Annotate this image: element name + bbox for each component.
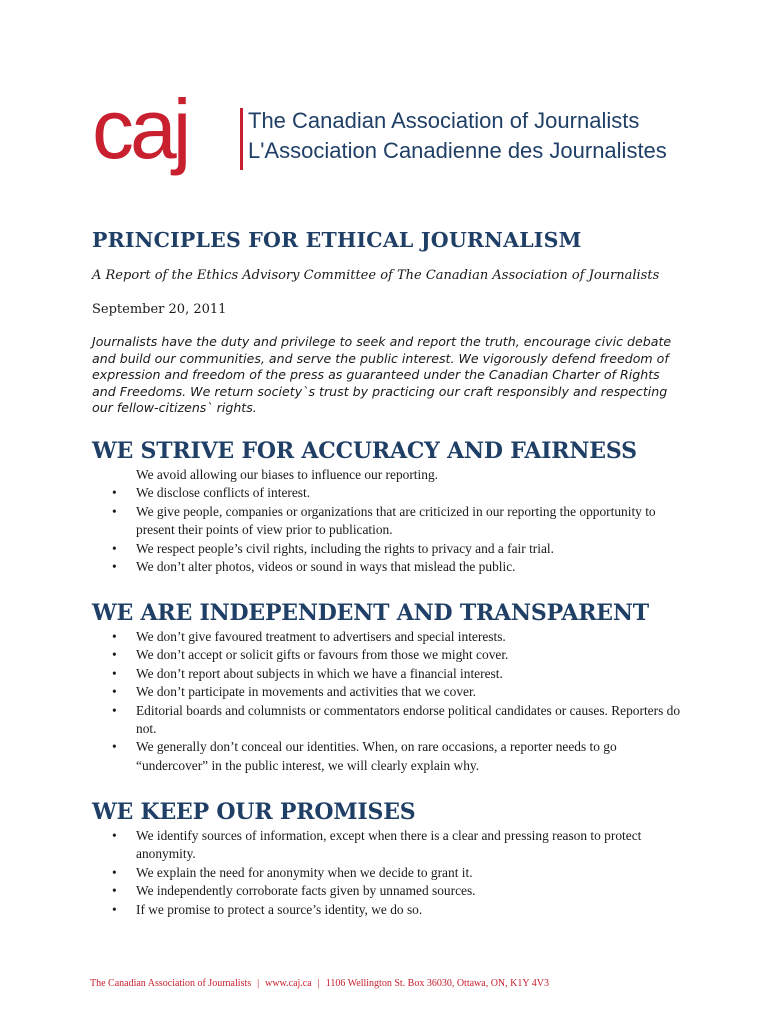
bullet-icon: •: [112, 901, 117, 917]
list-item: • We don’t alter photos, videos or sound in ways that mislead the public.: [92, 558, 692, 576]
bullet-icon: •: [112, 503, 117, 519]
document-title: PRINCIPLES FOR ETHICAL JOURNALISM: [92, 228, 582, 252]
section-independent-transparent: [92, 600, 692, 775]
footer-address: 1106 Wellington St. Box 36030, Ottawa, ON, K1Y 4V3: [325, 978, 549, 989]
list-item: • We give people, companies or organizations that are criticized in our reporting the opportunity to present their points of view prior to publication.: [112, 503, 656, 538]
principles-list: [92, 466, 692, 576]
caj-logo-text: caj: [92, 92, 188, 176]
list-item: • We don’t report about subjects in which we have a financial interest.: [92, 665, 692, 683]
bullet-icon: •: [112, 684, 117, 700]
intro-paragraph: Journalists have the duty and privilege to seek and report the truth, encourage civic debate and build our communities, and serve the public interest. We vigorously defend freedom of expression and freedom of the press as guaranteed under the Canadian Charter of Rights and Freedoms. We return society`s trust by practicing our craft responsibly and respecting our fellow-citizens` rights.: [92, 334, 672, 415]
list-item: • We identify sources of information, except when there is a clear and pressing reason to protect anonymity.: [112, 828, 642, 862]
bullet-icon: •: [112, 883, 117, 899]
document-subtitle: A Report of the Ethics Advisory Committee of The Canadian Association of Journalists: [92, 268, 660, 283]
bullet-icon: •: [112, 665, 117, 681]
bullet-icon: •: [112, 629, 117, 644]
list-item: • We independently corroborate facts given by unnamed sources.: [92, 882, 692, 900]
document-date: September 20, 2011: [92, 302, 227, 317]
logo-divider: [240, 108, 243, 170]
section-keep-promises: [92, 799, 692, 919]
caj-logo: [92, 92, 667, 190]
bullet-icon: •: [112, 702, 117, 718]
bullet-icon: •: [112, 647, 117, 663]
section-heading: WE STRIVE FOR ACCURACY AND FAIRNESS: [92, 438, 637, 464]
list-item: • We respect people’s civil rights, including the rights to privacy and a fair trial.: [92, 540, 692, 558]
list-item: • We don’t accept or solicit gifts or favours from those we might cover.: [92, 646, 692, 664]
bullet-icon: •: [112, 485, 117, 501]
list-item: • We generally don’t conceal our identities. When, on rare occasions, a reporter needs to go “undercover” in the public interest, we will clearly explain why.: [112, 739, 617, 773]
list-item: • We explain the need for anonymity when we decide to grant it.: [92, 864, 692, 882]
list-item: • We don’t participate in movements and activities that we cover.: [92, 683, 692, 701]
footer-website-link[interactable]: www.caj.ca: [265, 978, 312, 989]
list-item: We avoid allowing our biases to influence our reporting.: [136, 467, 438, 482]
list-item: • We don’t give favoured treatment to advertisers and special interests.: [92, 628, 692, 646]
section-accuracy-fairness: [92, 438, 692, 576]
bullet-icon: •: [112, 864, 117, 880]
bullet-icon: •: [112, 828, 117, 843]
section-heading: WE ARE INDEPENDENT AND TRANSPARENT: [92, 600, 649, 626]
bullet-icon: •: [112, 559, 117, 575]
org-name-french: L'Association Canadienne des Journalistes: [248, 138, 667, 163]
bullet-icon: •: [112, 540, 117, 556]
principles-list: [92, 827, 692, 919]
footer-separator: |: [317, 978, 320, 989]
list-item: • If we promise to protect a source’s identity, we do so.: [92, 901, 692, 919]
footer-separator: |: [257, 978, 260, 989]
caj-logo-mark: [92, 92, 237, 190]
list-item: • We disclose conflicts of interest.: [92, 484, 692, 502]
principles-list: [92, 628, 692, 775]
page-footer: [90, 978, 549, 989]
list-item: • Editorial boards and columnists or commentators endorse political candidates or causes. Reporters do not.: [112, 702, 681, 737]
footer-org: The Canadian Association of Journalists: [90, 978, 252, 989]
org-name-english: The Canadian Association of Journalists: [248, 108, 640, 133]
bullet-icon: •: [112, 739, 117, 755]
section-heading: WE KEEP OUR PROMISES: [92, 799, 416, 825]
